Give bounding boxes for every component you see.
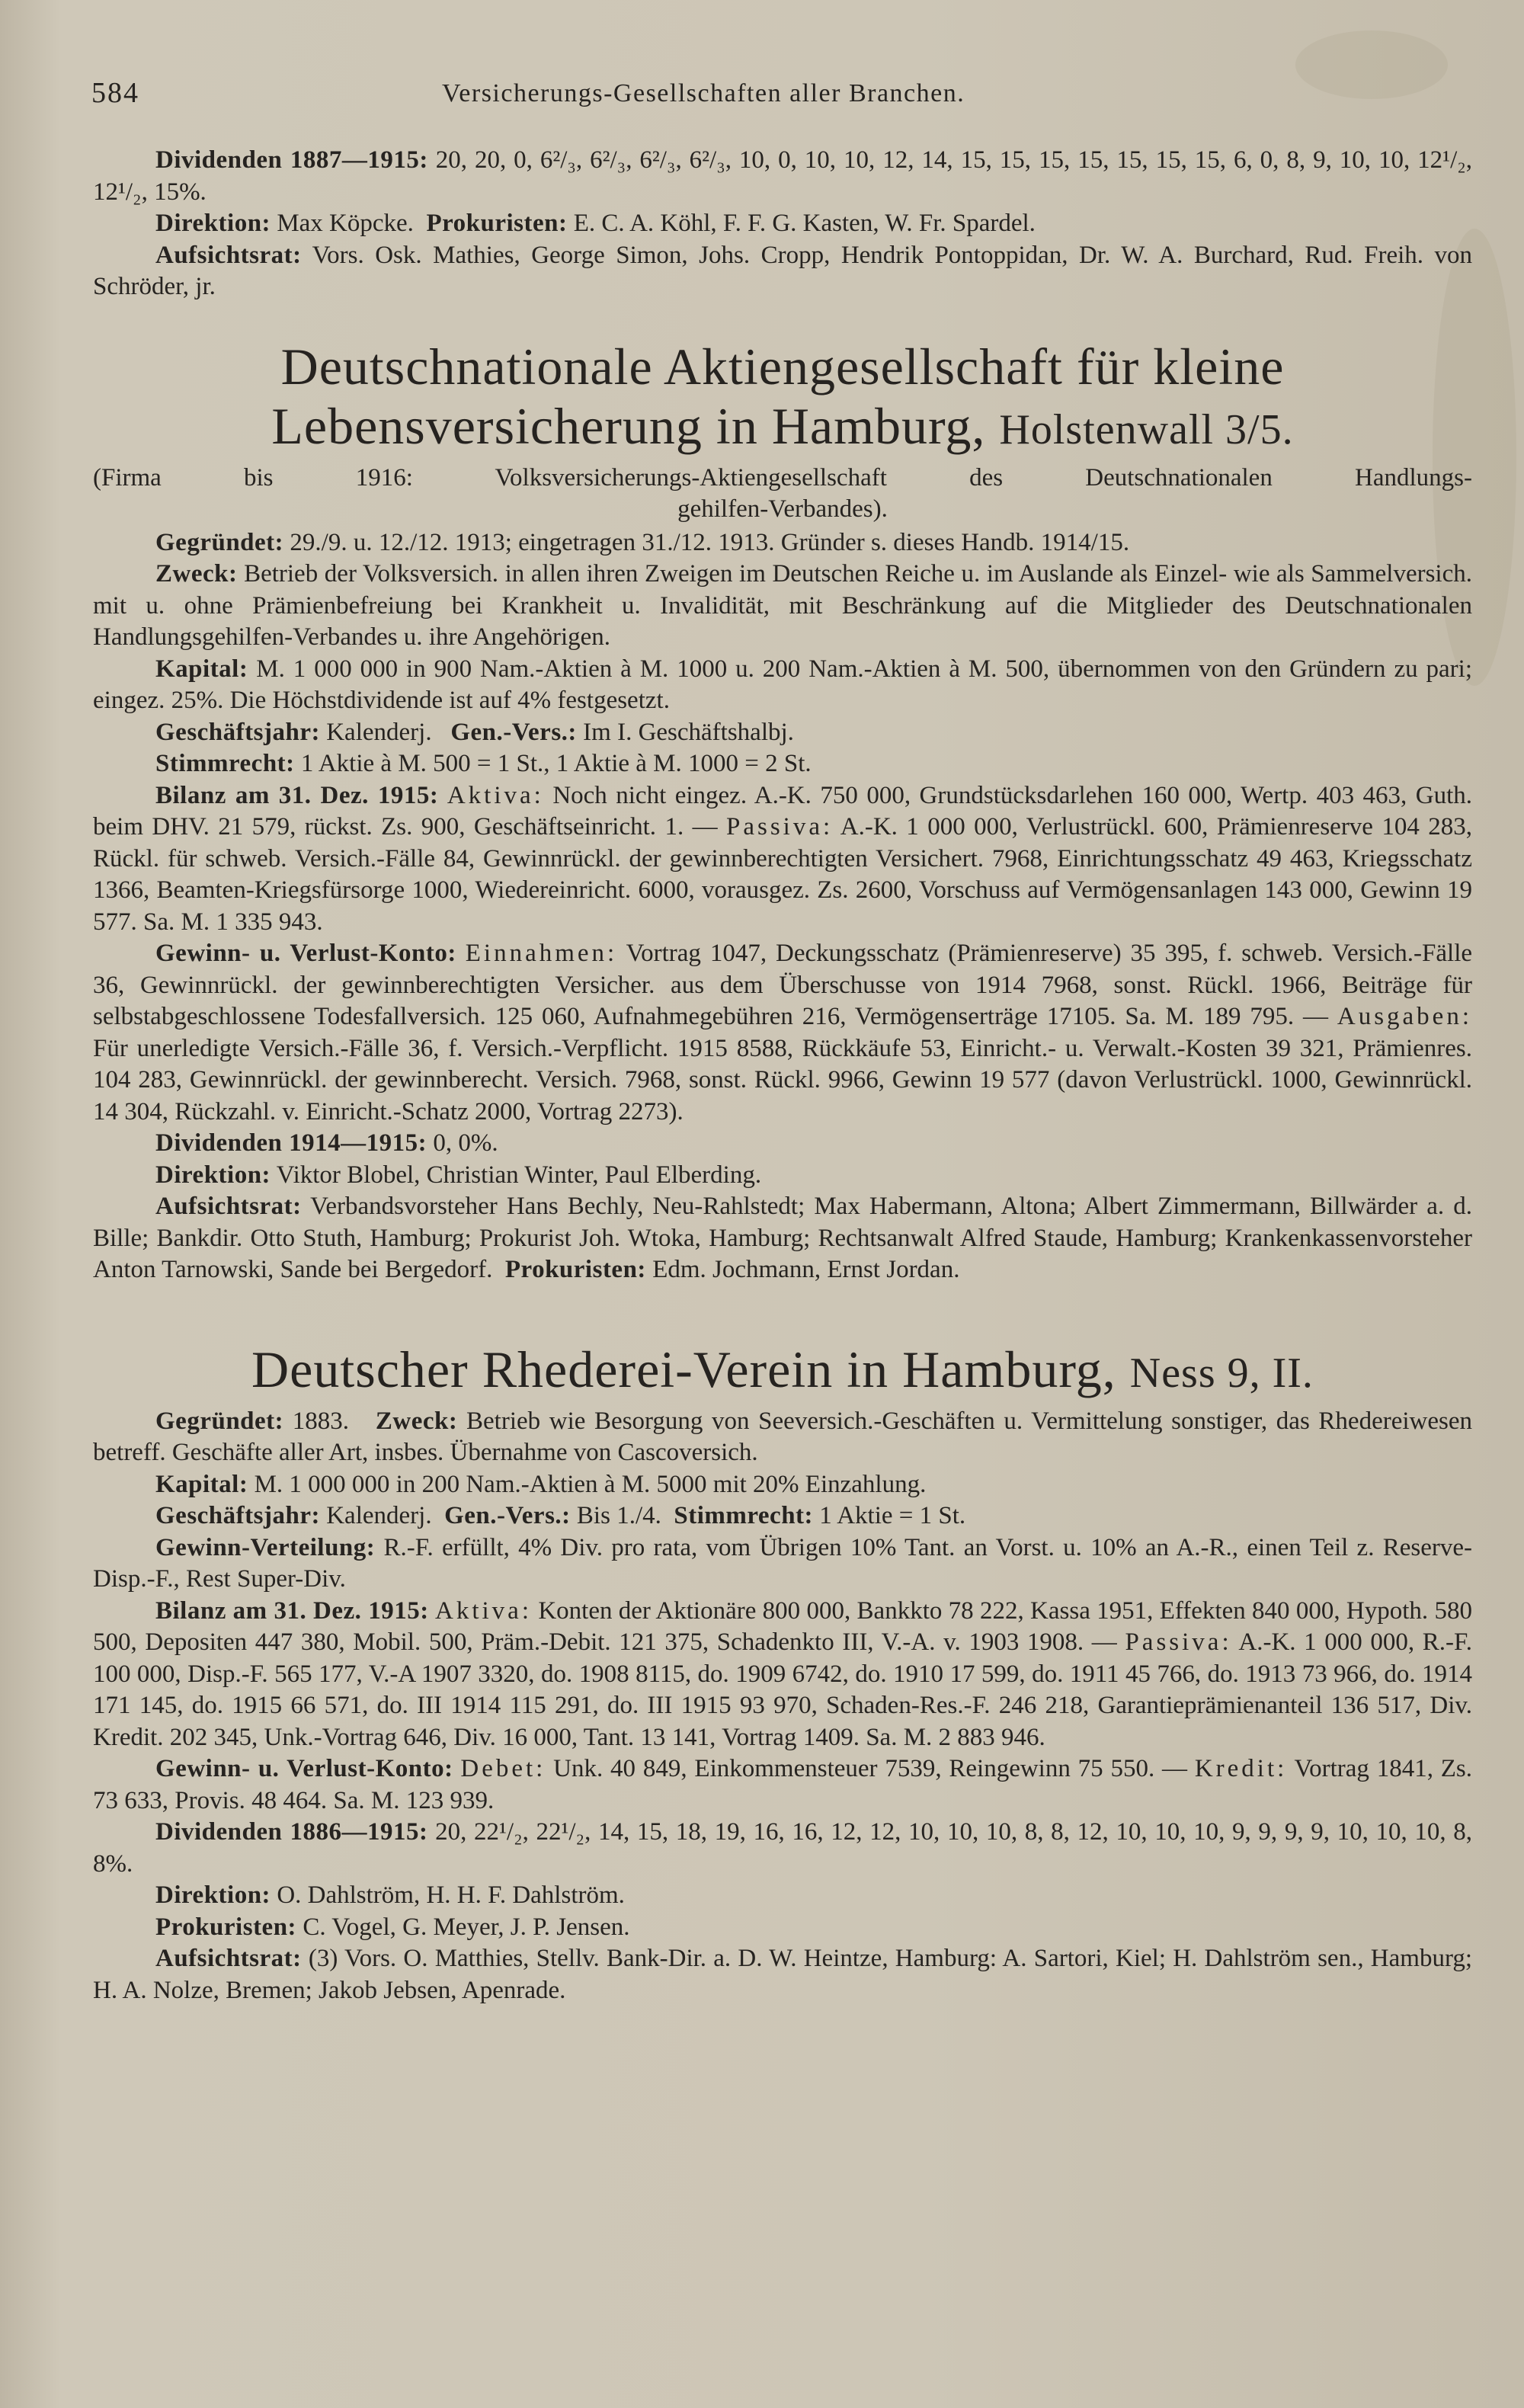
direktion-label: Direktion: [155,1161,271,1189]
prokuristen-text: Edm. Jochmann, Ernst Jordan. [652,1256,960,1283]
geschaeftsjahr-paragraph [93,717,1472,749]
prokuristen-paragraph [93,1912,1472,1944]
debet-text: Unk. 40 849, Einkommensteuer 7539, Reingewinn 75 550. — [553,1755,1188,1782]
page-number: 584 [91,77,139,109]
geschaeftsjahr-text: Kalenderj. [326,1502,432,1529]
direktion-paragraph [93,1160,1472,1192]
dividenden-label: Dividenden 1914—1915: [155,1129,427,1157]
bilanz-paragraph [93,780,1472,939]
passiva-text: A.-K. 1 000 000, R.-F. 100 000, Disp.-F. 565 177, V.-A 1907 3320, do. 1908 8115, do. 1909 6742, do. 1910 17 599, do. 1911 45 766, do. 1913 73 966, do. 1914 171 145, do. 1915 66 571, do. III 1914 115 291, do. III 1915 93 970, Schaden-Res.-F. 246 218, Garantieprämienanteil 136 517, Div. Kredit. 202 345, Unk.-Vortrag 646, Div. 16 000, Tant. 13 141, Vortrag 1409. Sa. M. 2 883 946. [93,1628,1472,1751]
gegruendet-text: 1883. [292,1407,350,1435]
kapital-label: Kapital: [155,655,248,683]
aktiva-text: Konten der Aktionäre 800 000, Bankkto 78 222, Kassa 1951, Effekten 840 000, Hypoth. 580 500, Depositen 447 380, Mobil. 500, Präm.-Debit. 121 375, Schadenkto III, V.-A. v. 1903 1908. — [93,1596,1472,1656]
dividends-paragraph [93,145,1472,208]
entry-title-address: Holstenwall 3/5. [999,405,1294,453]
guv-paragraph [93,1753,1472,1817]
dividenden-paragraph [93,1817,1472,1880]
direktion-text: Viktor Blobel, Christian Winter, Paul Elberding. [276,1161,762,1189]
page-content [93,145,1472,2006]
prokuristen-text: C. Vogel, G. Meyer, J. P. Jensen. [303,1913,630,1941]
aufsichtsrat-label: Aufsichtsrat: [155,1193,302,1220]
management-paragraph [93,208,1472,240]
genvers-label: Gen.-Vers.: [444,1502,571,1529]
stimmrecht-text: 1 Aktie = 1 St. [819,1502,966,1529]
stimmrecht-text: 1 Aktie à M. 500 = 1 St., 1 Aktie à M. 1000 = 2 St. [300,750,812,777]
stimmrecht-label: Stimmrecht: [155,750,295,777]
passiva-label: Passiva: [726,813,834,841]
firma-line: gehilfen-Verbandes). [677,495,888,523]
prokuristen-text: E. C. A. Köhl, F. F. G. Kasten, W. Fr. Spardel. [573,210,1036,237]
entry-title-main: Deutschnationale Aktiengesellschaft für kleine Lebensversicherung in Hamburg, [271,337,1285,455]
direktion-label: Direktion: [155,210,271,237]
gegruendet-label: Gegründet: [155,1407,284,1435]
running-head [91,76,1463,122]
aufsichtsrat-paragraph [93,240,1472,303]
aufsichtsrat-paragraph [93,1943,1472,2006]
direktion-label: Direktion: [155,1881,271,1909]
dividenden-text: 20, 22¹/₂, 22¹/₂, 14, 15, 18, 19, 16, 16, 12, 12, 10, 10, 10, 8, 8, 12, 10, 10, 10, 9, 9, 9, 9, 10, 10, 10, 8, 8%. [93,1818,1472,1878]
dividenden-paragraph [93,1128,1472,1160]
debet-label: Debet: [460,1755,546,1782]
kredit-text: Vortrag 1841, Zs. 73 633, Provis. 48 464. Sa. M. 123 939. [93,1755,1473,1814]
gegruendet-paragraph [93,1406,1472,1469]
geschaeftsjahr-label: Geschäftsjahr: [155,1502,320,1529]
direktion-text: O. Dahlström, H. H. F. Dahlström. [277,1881,625,1909]
kapital-label: Kapital: [155,1470,248,1498]
kredit-label: Kredit: [1194,1755,1288,1782]
aktiva-text: Noch nicht eingez. A.-K. 750 000, Grundstücksdarlehen 160 000, Wertp. 403 463, Guth. beim DHV. 21 579, rückst. Zs. 900, Geschäftseinricht. 1. — [93,781,1473,841]
aktiva-label: Aktiva: [447,781,544,809]
ausgaben-text: Für unerledigte Versich.-Fälle 36, f. Versich.-Verpflicht. 1915 8588, Rückkäufe 53, Einricht.- u. Verwalt.-Kosten 39 321, Prämienres. 104 283, Gewinnrückl. der gewinnberecht. Versich. 7968, sonst. Rückl. 9966, Gewinn 19 577 (davon Verlustrückl. 1000, Gewinnrückl. 14 304, Rückzahl. v. Einricht.-Schatz 2000, Vortrag 2273). [93,1034,1472,1126]
geschaeftsjahr-text: Kalenderj. [326,718,432,746]
direktion-paragraph [93,1880,1472,1912]
zweck-text: Betrieb der Volksversich. in allen ihren Zweigen im Deutschen Reiche u. im Auslande als Einzel- wie als Sammelversich. mit u. ohne Prämienbefreiung bei Krankheit u. Invalidität, mit Beschränkung auf die Mitglieder des Deutschnationalen Handlungsgehilfen-Verbandes u. ihre Angehörigen. [93,560,1472,651]
direktion-text: Max Köpcke. [277,210,414,237]
bilanz-paragraph [93,1596,1472,1754]
passiva-text: A.-K. 1 000 000, Verlustrückl. 600, Prämienreserve 104 283, Rückl. für schweb. Versich.-Fälle 84, Gewinnrückl. der gewinnberechtigten Versichert. 7968, Einrichtungsschatz 49 463, Kriegsschatz 1366, Beamten-Kriegsfürsorge 1000, Wiedereinricht. 6000, vorausgez. Zs. 2600, Vorschuss auf Vermögensanlagen 143 000, Gewinn 19 577. Sa. M. 1 335 943. [93,813,1472,936]
kapital-paragraph [93,1469,1472,1501]
firma-line: (Firma bis 1916: Volksversicherungs-Aktiengesellschaft des Deutschnationalen Handlungs- [93,463,1472,492]
guv-paragraph [93,938,1472,1128]
zweck-text: Betrieb wie Besorgung von Seeversich.-Geschäften u. Vermittelung sonstiger, das Rhedereiwesen betreff. Geschäfte aller Art, insbes. Übernahme von Cascoversich. [93,1407,1472,1466]
aufsichtsrat-text: Verbandsvorsteher Hans Bechly, Neu-Rahlstedt; Max Habermann, Altona; Albert Zimmermann, Billwärder a. d. Bille; Bankdir. Otto Stuth, Hamburg; Prokurist Joh. Wtoka, Hamburg; Rechtsanwalt Alfred Staude, Hamburg; Krankenkassenvorsteher Anton Tarnowski, Sande bei Bergedorf. [93,1193,1472,1283]
dividenden-label: Dividenden 1886—1915: [155,1818,428,1846]
prokuristen-label: Prokuristen: [504,1256,646,1283]
aufsichtsrat-label: Aufsichtsrat: [155,241,302,269]
guv-label: Gewinn- u. Verlust-Konto: [155,1755,453,1782]
einnahmen-label: Einnahmen: [465,940,618,967]
gewinnverteilung-text: R.-F. erfüllt, 4% Div. pro rata, vom Übrigen 10% Tant. an Vorst. u. 10% an A.-R., einen Teil z. Reserve-Disp.-F., Rest Super-Div. [93,1533,1472,1593]
bilanz-label: Bilanz am 31. Dez. 1915: [155,1596,429,1625]
gewinnverteilung-label: Gewinn-Verteilung: [155,1533,376,1561]
zweck-label: Zweck: [155,560,238,588]
ausgaben-label: Ausgaben: [1337,1003,1472,1030]
entry-title-address: Ness 9, II. [1129,1349,1314,1397]
einnahmen-text: Vortrag 1047, Deckungsschatz (Prämienreserve) 35 395, f. schweb. Versich.-Fälle 36, Gewinnrückl. der gewinnberechtigten Versicher. aus dem Überschusse von 1914 7968, sonst. Rückl. 1966, Beiträge für selbstabgeschlossene Todesfallversich. 125 060, Aufnahmegebühren 216, Vermögenserträge 17105. Sa. M. 189 795. — [93,940,1473,1030]
firma-note [93,463,1472,526]
entry-title [93,337,1472,460]
aufsichtsrat-text: Vors. Osk. Mathies, George Simon, Johs. Cropp, Hendrik Pontoppidan, Dr. W. A. Burchard, Rud. Freih. von Schröder, jr. [93,241,1473,300]
stimmrecht-label: Stimmrecht: [674,1502,814,1529]
genvers-label: Gen.-Vers.: [450,718,577,746]
guv-label: Gewinn- u. Verlust-Konto: [155,940,456,967]
prokuristen-label: Prokuristen: [155,1913,297,1941]
gegruendet-text: 29./9. u. 12./12. 1913; eingetragen 31./12. 1913. Gründer s. dieses Handb. 1914/15. [290,528,1130,556]
gegruendet-paragraph [93,527,1472,559]
gewinnverteilung-paragraph [93,1532,1472,1596]
entry-title [93,1340,1472,1403]
bilanz-label: Bilanz am 31. Dez. 1915: [155,781,439,809]
entry-title-main: Deutscher Rhederei-Verein in Hamburg, [251,1340,1116,1398]
aktiva-label: Aktiva: [435,1596,532,1625]
genvers-text: Bis 1./4. [576,1502,661,1529]
aufsichtsrat-paragraph [93,1191,1472,1286]
dividends-text: 20, 20, 0, 6²/₃, 6²/₃, 6²/₃, 6²/₃, 10, 0, 10, 10, 12, 14, 15, 15, 15, 15, 15, 15, 15, 6, 0, 8, 9, 10, 10, 12¹/₂, 12¹/₂, 15%. [93,146,1472,206]
stimmrecht-paragraph [93,748,1472,780]
dividends-label: Dividenden 1887—1915: [155,146,428,174]
prokuristen-label: Prokuristen: [426,210,568,237]
geschaeftsjahr-paragraph [93,1500,1472,1532]
running-title: Versicherungs-Gesellschaften aller Branchen. [442,79,965,107]
kapital-text: M. 1 000 000 in 200 Nam.-Aktien à M. 5000 mit 20% Einzahlung. [254,1470,927,1498]
gegruendet-label: Gegründet: [155,528,284,556]
kapital-text: M. 1 000 000 in 900 Nam.-Aktien à M. 1000 u. 200 Nam.-Aktien à M. 500, übernommen von den Gründern zu pari; eingez. 25%. Die Höchstdividende ist auf 4% festgesetzt. [93,655,1472,714]
zweck-paragraph [93,559,1472,654]
aufsichtsrat-label: Aufsichtsrat: [155,1945,302,1972]
genvers-text: Im I. Geschäftshalbj. [583,718,794,746]
dividenden-text: 0, 0%. [433,1129,498,1157]
passiva-label: Passiva: [1125,1628,1232,1656]
aufsichtsrat-text: (3) Vors. O. Matthies, Stellv. Bank-Dir. a. D. W. Heintze, Hamburg: A. Sartori, Kiel; H. Dahlström sen., Hamburg; H. A. Nolze, Bremen; Jakob Jebsen, Apenrade. [93,1945,1472,2004]
kapital-paragraph [93,654,1472,717]
geschaeftsjahr-label: Geschäftsjahr: [155,718,320,746]
zweck-label: Zweck: [375,1407,458,1435]
